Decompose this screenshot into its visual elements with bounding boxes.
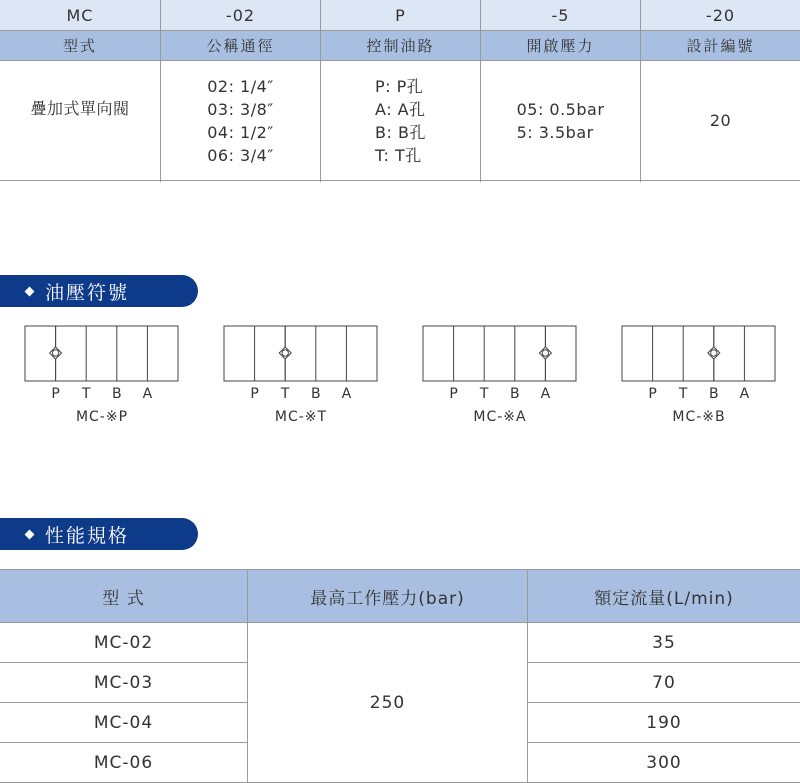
max-pressure-cell: 250 — [248, 623, 528, 783]
diamond-bullet-icon — [25, 286, 35, 296]
code-column-control-line — [321, 0, 481, 182]
valve-block-icon — [24, 325, 180, 383]
valve-body — [224, 326, 377, 381]
code-column-header: 公稱通徑 — [161, 31, 320, 61]
valve-block-icon — [621, 325, 777, 383]
port-label: P — [41, 386, 71, 402]
port-label: A — [331, 386, 361, 402]
valve-block-icon — [422, 325, 578, 383]
code-segment: MC — [0, 0, 160, 31]
value-line: 5: 3.5bar — [517, 121, 594, 144]
port-label: A — [530, 386, 560, 402]
model-cell: MC-02 — [0, 623, 248, 663]
symbol-label: MC-※P — [24, 409, 180, 425]
code-column-values — [481, 61, 640, 181]
code-segment: -02 — [161, 0, 320, 31]
symbol-mc-a — [422, 325, 578, 429]
column-header-model: 型 式 — [0, 570, 248, 623]
symbol-label: MC-※T — [223, 409, 379, 425]
code-column-values — [321, 61, 480, 181]
port-label: B — [102, 386, 132, 402]
port-label: A — [132, 386, 162, 402]
flow-cell: 70 — [528, 663, 800, 703]
value-line: 04: 1/2″ — [207, 121, 274, 144]
code-column-header: 型式 — [0, 31, 160, 61]
port-label: T — [71, 386, 101, 402]
column-header-max-pressure: 最高工作壓力(bar) — [248, 570, 528, 623]
check-ball-icon — [542, 350, 548, 356]
model-cell: MC-03 — [0, 663, 248, 703]
code-column-header: 設計編號 — [641, 31, 800, 61]
port-label: B — [500, 386, 530, 402]
port-label: P — [439, 386, 469, 402]
port-label: B — [699, 386, 729, 402]
code-column-values — [0, 61, 160, 181]
value-line: 03: 3/8″ — [207, 98, 274, 121]
symbol-mc-t — [223, 325, 379, 429]
column-header-rated-flow: 額定流量(L/min) — [528, 570, 800, 623]
symbol-mc-b — [621, 325, 777, 429]
value-line: 疊加式單向閥 — [30, 97, 129, 120]
flow-cell: 300 — [528, 743, 800, 783]
section-title-text: 性能規格 — [45, 521, 129, 548]
section-title-text: 油壓符號 — [45, 278, 129, 305]
performance-spec-table — [0, 569, 800, 783]
value-line: P: P孔 — [375, 75, 423, 98]
value-line: T: T孔 — [375, 144, 422, 167]
value-line: B: B孔 — [375, 121, 426, 144]
value-line: A: A孔 — [375, 98, 426, 121]
symbol-label: MC-※A — [422, 409, 578, 425]
port-label: A — [729, 386, 759, 402]
check-ball-icon — [282, 350, 288, 356]
flow-cell: 35 — [528, 623, 800, 663]
symbol-mc-p — [24, 325, 180, 429]
port-label: P — [240, 386, 270, 402]
port-label: P — [638, 386, 668, 402]
value-line: 02: 1/4″ — [207, 75, 274, 98]
port-label: B — [301, 386, 331, 402]
valve-body — [423, 326, 576, 381]
code-column-values — [641, 61, 800, 181]
code-segment: -20 — [641, 0, 800, 31]
port-label: T — [469, 386, 499, 402]
code-segment: -5 — [481, 0, 640, 31]
table-row — [0, 623, 800, 663]
valve-body — [622, 326, 775, 381]
symbol-label: MC-※B — [621, 409, 777, 425]
section-title-hydraulic-symbols — [0, 275, 198, 307]
value-line: 06: 3/4″ — [207, 144, 274, 167]
valve-block-icon — [223, 325, 379, 383]
code-column-values — [161, 61, 320, 181]
port-label: T — [668, 386, 698, 402]
diamond-bullet-icon — [25, 529, 35, 539]
code-column-cracking-pressure — [481, 0, 641, 182]
code-column-design-number — [641, 0, 800, 182]
check-ball-icon — [711, 350, 717, 356]
value-line: 05: 0.5bar — [517, 98, 605, 121]
code-segment: P — [321, 0, 480, 31]
code-column-header: 控制油路 — [321, 31, 480, 61]
code-column-size — [161, 0, 321, 182]
value-line: 20 — [710, 109, 731, 132]
model-cell: MC-04 — [0, 703, 248, 743]
table-header-row — [0, 570, 800, 623]
model-code-table — [0, 0, 800, 182]
valve-body — [25, 326, 178, 381]
code-column-model — [0, 0, 161, 182]
model-cell: MC-06 — [0, 743, 248, 783]
check-ball-icon — [52, 350, 58, 356]
flow-cell: 190 — [528, 703, 800, 743]
code-column-header: 開啟壓力 — [481, 31, 640, 61]
port-label: T — [270, 386, 300, 402]
section-title-performance-specs — [0, 518, 198, 550]
